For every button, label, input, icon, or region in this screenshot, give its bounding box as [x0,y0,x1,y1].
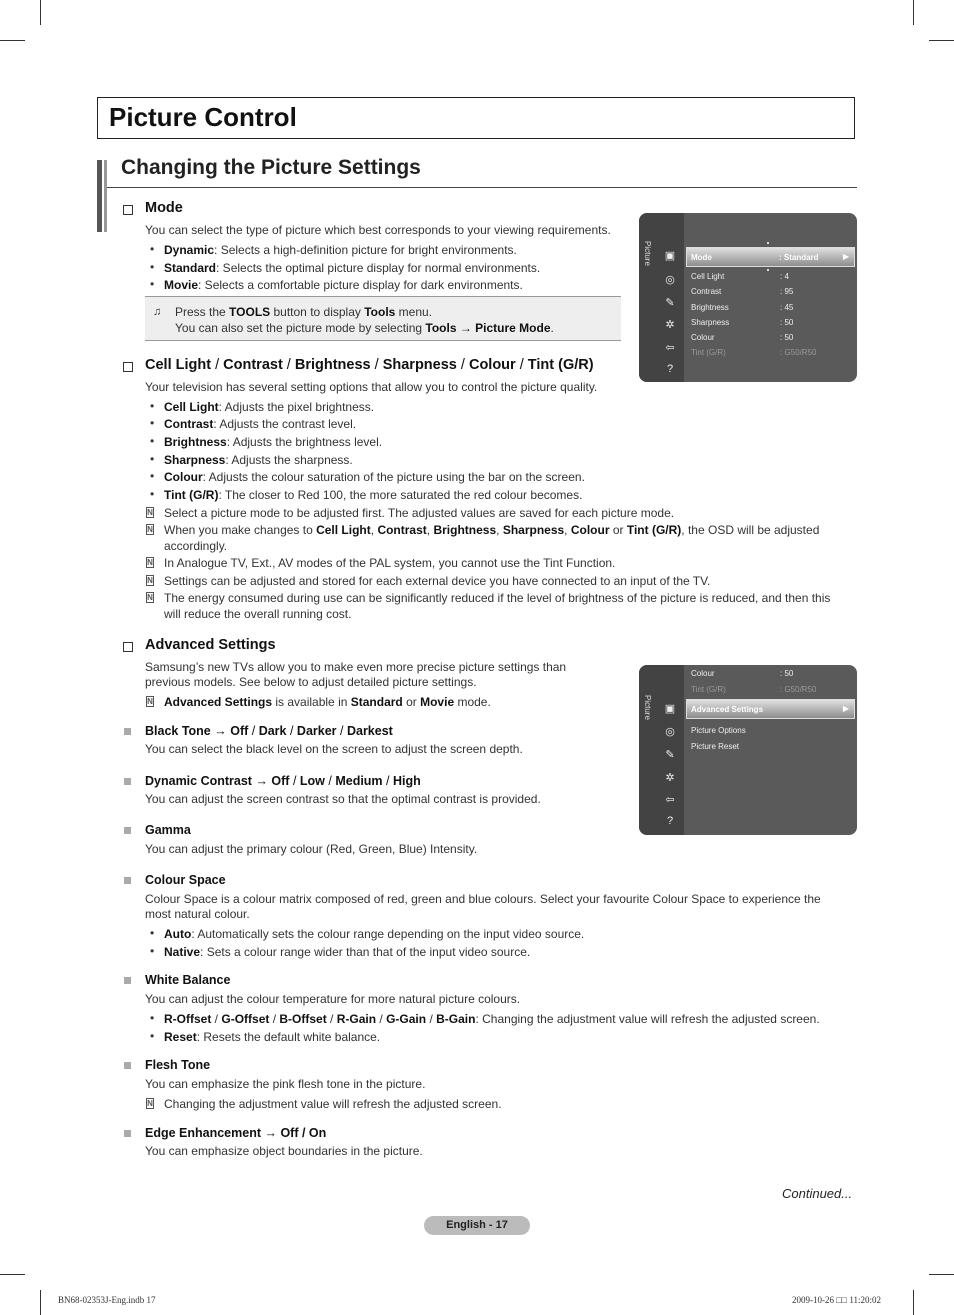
edge-enhancement-heading: Edge Enhancement → Off / On [145,1126,327,1140]
mode-item: Movie: Selects a comfortable picture display for dark environments. [164,278,523,292]
edge-enhancement-desc: You can emphasize object boundaries in the picture. [145,1144,423,1158]
gamma-desc: You can adjust the primary colour (Red, Green, Blue) Intensity. [145,842,478,856]
scroll-down-icon [767,269,769,271]
sound-icon: ◎ [665,726,675,738]
colour-space-item: Auto: Automatically sets the colour range depending on the input video source. [164,927,585,941]
bullet-icon: • [150,944,155,958]
crop-mark [40,1290,41,1315]
crop-mark [0,1274,25,1275]
osd-row-label: Mode [691,253,712,262]
checkbox-icon [123,205,133,215]
cell-item: Colour: Adjusts the colour saturation of the picture using the bar on the screen. [164,470,585,484]
black-tone-heading: Black Tone → Off / Dark / Darker / Darkest [145,724,393,738]
channel-icon: ✎ [665,749,675,761]
checkbox-icon [123,362,133,372]
bullet-icon: • [150,399,155,413]
square-bullet-icon [124,1062,131,1069]
black-tone-desc: You can select the black level on the screen to adjust the screen depth. [145,742,523,756]
crop-mark [40,0,41,25]
osd-row[interactable]: Picture Options [691,726,746,735]
colour-space-item: Native: Sets a colour range wider than that of the input video source. [164,945,531,959]
dynamic-contrast-desc: You can adjust the screen contrast so that the optimal contrast is provided. [145,792,541,806]
footer-file: BN68-02353J-Eng.indb 17 [58,1295,156,1305]
note-icon: N [147,558,153,567]
bullet-icon: • [150,926,155,940]
mode-item: Dynamic: Selects a high-definition picture for bright environments. [164,243,517,257]
flesh-tone-desc: You can emphasize the pink flesh tone in the picture. [145,1077,426,1091]
cell-note-cont: will reduce the overall running cost. [164,607,352,621]
osd-advanced-menu [639,665,857,835]
osd-selected-row[interactable] [686,699,855,719]
osd-row-label: Advanced Settings [691,705,764,714]
osd-row: Tint (G/R) : G50/R50 [691,348,817,357]
bullet-icon: • [150,242,155,256]
bullet-icon: • [150,469,155,483]
osd-row-value: : Standard [779,253,819,262]
tools-icon: ♫ [153,306,162,318]
bullet-icon: • [150,1029,155,1043]
input-icon: ⇦ [665,794,675,806]
square-bullet-icon [124,877,131,884]
osd-row[interactable]: Cell Light : 4 [691,272,789,281]
support-icon: ? [666,363,674,375]
sound-icon: ◎ [665,274,675,286]
arrow-right-icon: ▶ [842,704,849,713]
osd-picture-menu [639,213,857,382]
mode-heading: Mode [145,200,183,216]
cell-item: Tint (G/R): The closer to Red 100, the more saturated the red colour becomes. [164,488,583,502]
crop-mark [913,0,914,25]
advanced-intro: Samsung’s new TVs allow you to make even more precise picture settings than [145,660,567,674]
arrow-right-icon: ▶ [842,252,849,261]
picture-icon: ▣ [664,703,676,715]
crop-mark [929,1274,954,1275]
bullet-icon: • [150,487,155,501]
square-bullet-icon [124,1130,131,1137]
colour-space-desc: Colour Space is a colour matrix composed of red, green and blue colours. Select your favourite Colour Space to experience the [145,892,821,906]
cell-note-cont: accordingly. [164,539,228,553]
cell-note: The energy consumed during use can be significantly reduced if the level of brightness of the picture is reduced, and then this [164,591,831,605]
note-icon: N [147,697,153,706]
setup-icon: ✲ [665,772,675,784]
white-balance-item: R-Offset / G-Offset / B-Offset / R-Gain / G-Gain / B-Gain: Changing the adjustment value will refresh the adjusted screen. [164,1012,820,1026]
flesh-tone-note: Changing the adjustment value will refresh the adjusted screen. [164,1097,502,1111]
tools-note-line2: You can also set the picture mode by selecting Tools → Picture Mode. [175,321,554,335]
osd-row[interactable]: Picture Reset [691,742,740,751]
checkbox-icon [123,642,133,652]
page-title: Picture Control [109,102,297,132]
square-bullet-icon [124,778,131,785]
advanced-heading: Advanced Settings [145,637,276,653]
bullet-icon: • [150,416,155,430]
note-icon: N [147,576,153,585]
osd-row: Tint (G/R) : G50/R50 [691,685,817,694]
section-title: Changing the Picture Settings [121,156,421,179]
channel-icon: ✎ [665,297,675,309]
cell-note: When you make changes to Cell Light, Contrast, Brightness, Sharpness, Colour or Tint (G/R), the OSD will be adjusted [164,523,820,537]
note-icon: N [147,525,153,534]
setup-icon: ✲ [665,319,675,331]
note-icon: N [147,593,153,602]
osd-row[interactable]: Brightness : 45 [691,303,794,312]
cell-note: In Analogue TV, Ext., AV modes of the PAL system, you cannot use the Tint Function. [164,556,616,570]
continued-label: Continued... [782,1186,853,1201]
dynamic-contrast-heading: Dynamic Contrast → Off / Low / Medium / High [145,774,421,788]
bullet-icon: • [150,434,155,448]
osd-selected-row[interactable] [686,247,855,267]
section-bar [104,160,107,232]
flesh-tone-heading: Flesh Tone [145,1058,211,1072]
colour-space-desc: most natural colour. [145,907,250,921]
advanced-intro: previous models. See below to adjust detailed picture settings. [145,675,477,689]
cell-note: Settings can be adjusted and stored for each external device you have connected to an input of the TV. [164,574,711,588]
note-icon: N [147,508,153,517]
note-icon: N [147,1099,153,1108]
crop-mark [929,40,954,41]
tools-note-box [145,296,621,341]
gamma-heading: Gamma [145,823,191,837]
scroll-up-icon [767,242,769,244]
crop-mark [0,40,25,41]
osd-vertical-label: Picture [643,695,652,720]
mode-item: Standard: Selects the optimal picture display for normal environments. [164,261,541,275]
osd-row[interactable]: Colour : 50 [691,333,794,342]
osd-row[interactable]: Colour : 50 [691,669,794,678]
bullet-icon: • [150,452,155,466]
white-balance-desc: You can adjust the colour temperature for more natural picture colours. [145,992,521,1006]
cell-intro: Your television has several setting options that allow you to control the picture quality. [145,380,598,394]
bullet-icon: • [150,260,155,274]
section-rule [107,187,857,188]
osd-vertical-label: Picture [643,241,652,266]
picture-icon: ▣ [664,250,676,262]
square-bullet-icon [124,827,131,834]
crop-mark [913,1290,914,1315]
footer-timestamp: 2009-10-26 □□ 11:20:02 [792,1295,882,1305]
colour-space-heading: Colour Space [145,873,226,887]
white-balance-heading: White Balance [145,973,231,987]
bullet-icon: • [150,1011,155,1025]
white-balance-item: Reset: Resets the default white balance. [164,1030,381,1044]
cell-item: Sharpness: Adjusts the sharpness. [164,453,353,467]
osd-sidebar [639,665,684,835]
osd-row[interactable]: Contrast : 95 [691,287,794,296]
page-title-box [97,97,855,139]
section-bar [97,160,102,232]
mode-intro: You can select the type of picture which best corresponds to your viewing requirements. [145,223,611,237]
cell-item: Brightness: Adjusts the brightness level. [164,435,383,449]
advanced-note: Advanced Settings is available in Standard or Movie mode. [164,695,491,709]
input-icon: ⇦ [665,342,675,354]
square-bullet-icon [124,977,131,984]
square-bullet-icon [124,728,131,735]
osd-sidebar [639,213,684,382]
cell-item: Cell Light: Adjusts the pixel brightness. [164,400,375,414]
support-icon: ? [666,815,674,827]
cell-note: Select a picture mode to be adjusted first. The adjusted values are saved for each picture mode. [164,506,675,520]
cell-item: Contrast: Adjusts the contrast level. [164,417,357,431]
bullet-icon: • [150,277,155,291]
page-number-badge: English - 17 [424,1216,530,1235]
tools-note-line1: Press the TOOLS button to display Tools menu. [175,305,433,319]
osd-row[interactable]: Sharpness : 50 [691,318,794,327]
cell-heading: Cell Light / Contrast / Brightness / Sharpness / Colour / Tint (G/R) [145,357,594,373]
